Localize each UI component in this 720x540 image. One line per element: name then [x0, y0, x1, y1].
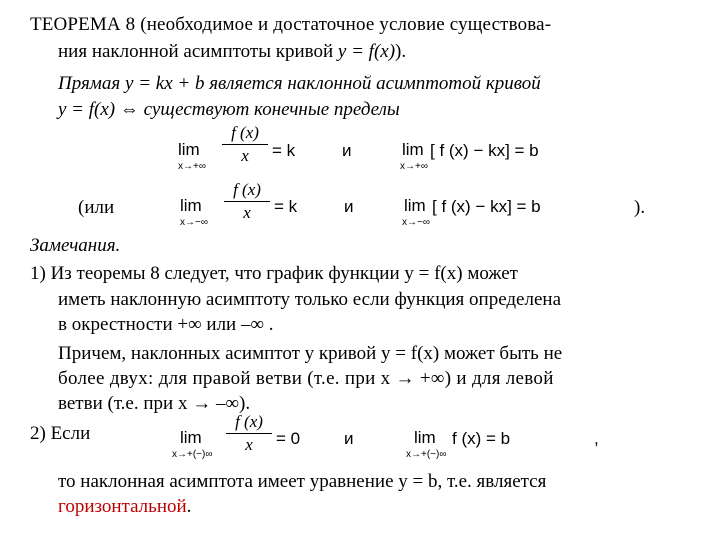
remark1-line2: иметь наклонную асимптоту только если функция определена [58, 289, 561, 310]
lim-b-neg: lim [404, 196, 426, 215]
fraction-den: x [243, 203, 251, 222]
remark2-end: . [186, 496, 192, 517]
remark1-line4: Причем, наклонных асимптот у кривой y = f(x) может быть не [58, 343, 563, 364]
fraction-den: x [245, 435, 253, 454]
lim-b-pm: lim [414, 428, 436, 447]
theorem-title-line1: ТЕОРЕМА 8 (необходимое и достаточное условие существова- [30, 14, 552, 35]
fraction-fx-over-x-2 [224, 180, 270, 223]
theorem-title-line2-math: y = f(x) [337, 41, 396, 62]
eq-k-2: = k [274, 197, 298, 216]
lim-b-pos: lim [402, 140, 424, 159]
theorem-title-line2-text: ния наклонной асимптоты кривой [58, 41, 338, 62]
fraction-num: f (x) [233, 180, 261, 199]
eq-zero: = 0 [276, 429, 301, 448]
fraction-num: f (x) [231, 123, 259, 142]
remarks-heading: Замечания. [30, 235, 121, 256]
remark1-line3: в окрестности +∞ или –∞ . [58, 314, 274, 335]
eq-k-1: = k [272, 141, 296, 160]
comma: , [594, 429, 599, 448]
theorem-statement-line2: y = f(x) ⇔ существуют конечные пределы [58, 99, 400, 120]
fraction-num: f (x) [235, 412, 263, 431]
bracket-expr-2: [ f (x) − kx] = b [432, 197, 541, 216]
and-3: и [344, 429, 354, 448]
remark1-line1: 1) Из теоремы 8 следует, что график функции y = f(x) может [30, 263, 518, 284]
remark1-line6: ветви (т.е. при x → –∞). [58, 393, 251, 414]
fraction-den: x [241, 146, 249, 165]
remark2-line2: то наклонная асимптота имеет уравнение y = b, т.е. является [58, 471, 547, 492]
lim-k-neg-sub: x→−∞ [180, 217, 208, 228]
fraction-bar [222, 144, 268, 145]
lim-k-pos: lim [178, 140, 200, 159]
lim-b-neg-sub: x→−∞ [402, 217, 430, 228]
theorem-title-line2-end: ). [395, 41, 407, 62]
fraction-fx-over-x-3 [226, 412, 272, 455]
fraction-fx-over-x-1 [222, 123, 268, 166]
remark2-start: 2) Если [30, 423, 91, 444]
fraction-bar [224, 201, 270, 202]
and-1: и [342, 141, 352, 160]
close-paren: ). [634, 197, 646, 218]
remark2-line3 [58, 495, 191, 519]
bracket-expr-1: [ f (x) − kx] = b [430, 141, 539, 160]
lim-k-neg: lim [180, 196, 202, 215]
horizontal-word: горизонтальной [58, 496, 187, 517]
and-2: и [344, 197, 354, 216]
lim-b-pos-sub: x→+∞ [400, 161, 428, 172]
or-open: (или [78, 197, 115, 218]
lim-b-pm-sub: x→+(−)∞ [406, 449, 447, 460]
lim-zero: lim [180, 428, 202, 447]
lim-k-pos-sub: x→+∞ [178, 161, 206, 172]
fx-eq-b: f (x) = b [452, 429, 511, 448]
theorem-title-line2 [58, 40, 406, 64]
fraction-bar [226, 433, 272, 434]
lim-zero-sub: x→+(−)∞ [172, 449, 213, 460]
theorem-statement-line1: Прямая y = kx + b является наклонной асимптотой кривой [58, 73, 541, 94]
remark1-line5: более двух: для правой ветви (т.е. при x → +∞) и для левой [58, 368, 554, 389]
